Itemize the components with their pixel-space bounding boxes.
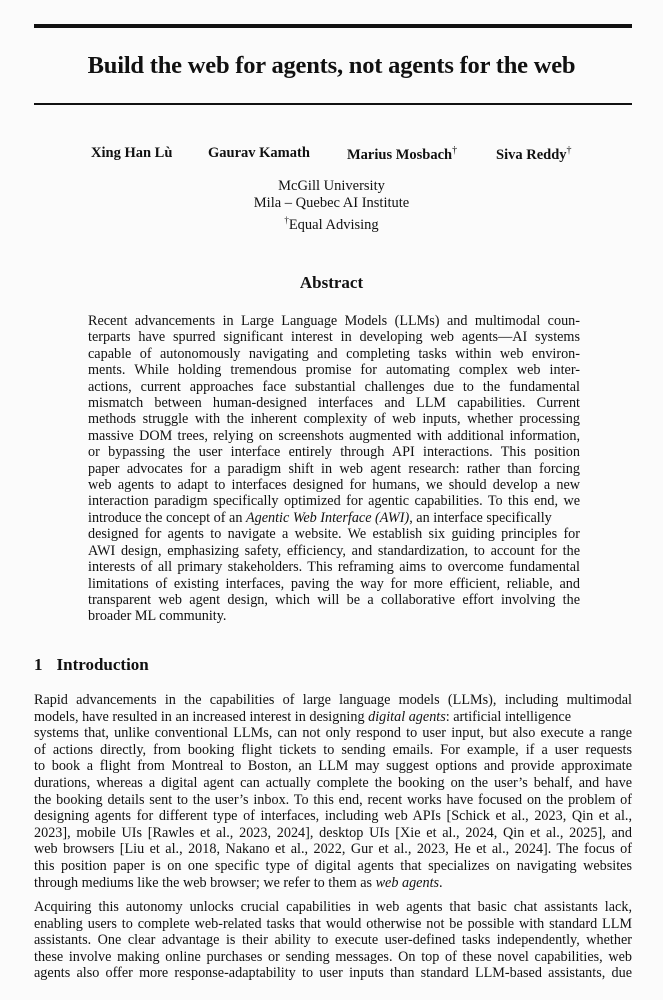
abstract-line: transparent web agent design, which will be a collaborative effort involving the: [88, 591, 580, 608]
affiliation-2: Mila – Quebec AI Institute: [253, 195, 410, 211]
intro-line: 2023], mobile UIs [Rawles et al., 2023, 2024], desktop UIs [Xie et al., 2024, Qin et al., 2025], and: [34, 824, 632, 841]
top-rule: [34, 24, 632, 28]
intro-line: Rapid advancements in the capabilities of large language models (LLMs), including multimodal: [34, 692, 632, 708]
author-3: Marius Mosbach†: [347, 145, 458, 163]
abstract-line: ments. While holding tremendous promise for automating complex web inter-: [88, 362, 580, 379]
author-4: Siva Reddy†: [496, 145, 572, 163]
intro-line: of actions directly, from booking flight tickets to sending emails. For example, if a user requests: [34, 741, 632, 758]
intro-line: assistants. One clear advantage is their ability to execute user-defined tasks independently, whether: [34, 932, 632, 949]
abstract-heading: Abstract: [299, 273, 364, 292]
section-title: Introduction: [56, 655, 149, 674]
abstract-body: [88, 313, 580, 625]
awi-term: Agentic Web Interface (AWI): [245, 509, 410, 526]
equal-advising-mark: †: [452, 145, 458, 156]
abstract-line: methods struggle with the inherent complexity of web inputs, whether processing: [88, 411, 580, 428]
intro-line: this position paper is on one specific type of digital agents that specializes on navigating websites: [34, 857, 632, 874]
intro-line: to book a flight from Montreal to Boston, an LLM may suggest options and provide approximate: [34, 758, 632, 775]
abstract-line: Recent advancements in Large Language Models (LLMs) and multimodal coun-: [88, 313, 580, 329]
equal-advising-note: †Equal Advising: [284, 215, 379, 233]
abstract-line: designed for agents to navigate a website. We establish six guiding principles for: [88, 526, 580, 543]
intro-paragraph-1: [34, 692, 632, 891]
section-number: 1: [34, 655, 43, 674]
intro-line: systems that, unlike conventional LLMs, can not only respond to user input, but also execute a range: [34, 725, 632, 742]
intro-line: web browsers [Liu et al., 2018, Nakano et al., 2022, Gur et al., 2023, He et al., 2024]. The focus of: [34, 841, 632, 858]
abstract-line: terparts have spurred significant interest in developing web agents—AI systems: [88, 329, 580, 346]
intro-line: agents also offer more response-adaptability to user inputs than standard LLM-based assistants, due: [34, 965, 632, 982]
abstract-line: paper advocates for a paradigm shift in web agent research: rather than forcing: [88, 460, 580, 477]
abstract-line: or bypassing the user interface entirely through API interactions. This position: [88, 444, 580, 461]
intro-line: enabling users to complete web-related tasks that would otherwise not be possible with standard LLM: [34, 915, 632, 932]
abstract-line: web agents to adapt to interfaces designed for humans, we should develop a new: [88, 477, 580, 494]
abstract-line: massive DOM trees, relying on screenshots augmented with additional information,: [88, 427, 580, 444]
abstract-line: broader ML community.: [88, 608, 227, 625]
section-heading-introduction: [34, 655, 149, 675]
abstract-line: actions, current approaches face substantial challenges due to the fundamental: [88, 378, 580, 395]
abstract-line: limitations of existing interfaces, paving the way for more efficient, reliable, and: [88, 575, 580, 592]
abstract-line: AWI design, emphasizing safety, efficiency, and standardization, to account for the: [88, 542, 580, 559]
intro-line: Acquiring this autonomy unlocks crucial capabilities in web agents that basic chat assistants lack,: [34, 899, 632, 915]
intro-line: these involve making online purchases or sending messages. On top of these novel capabilities, web: [34, 948, 632, 965]
abstract-line-awi: introduce the concept of an Agentic Web Interface (AWI), an interface specifically: [88, 509, 552, 526]
intro-line-web-agents: through mediums like the web browser; we refer to them as web agents.: [34, 874, 443, 891]
intro-line: the booking details sent to the user’s inbox. To this end, recent works have focused on the problem of: [34, 791, 632, 808]
abstract-line: capable of autonomously navigating and completing tasks within web environ-: [88, 345, 580, 362]
intro-line-digital-agents: models, have resulted in an increased interest in designing digital agents: artificial intelligence: [34, 708, 572, 725]
abstract-line: mismatch between human-designed interfaces and LLM capabilities. Current: [88, 395, 580, 412]
digital-agents-term: digital agents: [368, 708, 446, 725]
affiliation-1: McGill University: [278, 178, 385, 194]
abstract-line: interests of all primary stakeholders. This reframing aims to overcome fundamental: [88, 559, 580, 576]
abstract-line: interaction paradigm specifically optimized for agentic capabilities. To this end, we: [88, 493, 580, 510]
author-1: Xing Han Lù: [91, 145, 173, 161]
author-2: Gaurav Kamath: [208, 145, 310, 161]
web-agents-term: web agents: [375, 874, 440, 891]
intro-paragraph-2: [34, 899, 632, 982]
intro-line: designing agents for different type of interfaces, including web APIs [Schick et al., 2023, Qin et al.,: [34, 808, 632, 825]
intro-line: durations, whereas a digital agent can actually complete the booking on the user’s behalf, and have: [34, 774, 632, 791]
affiliations: [0, 178, 663, 234]
equal-advising-mark: †: [566, 145, 572, 156]
title-bottom-rule: [34, 103, 632, 105]
paper-title: Build the web for agents, not agents for the web: [87, 52, 576, 79]
